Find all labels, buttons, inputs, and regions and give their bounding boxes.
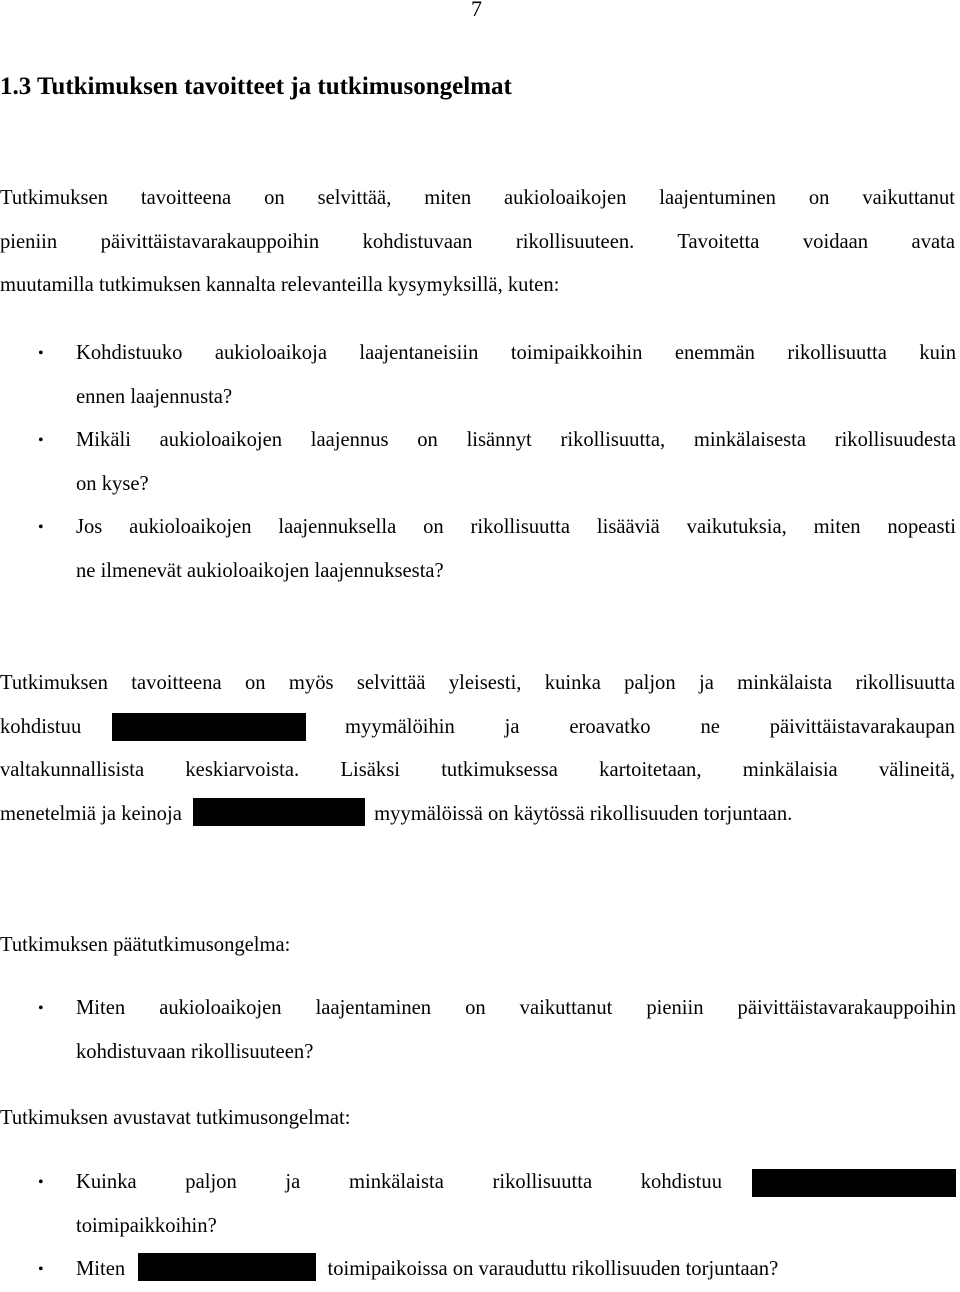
question-3-line-1: Jos aukioloaikojen laajennuksella on rikollisuutta lisääviä vaikutuksia, miten nopeasti xyxy=(76,516,956,538)
redaction-bar xyxy=(112,713,306,741)
list-item xyxy=(0,419,956,506)
redaction-bar xyxy=(752,1169,956,1197)
bullet-icon: • xyxy=(38,432,44,449)
goals-line-2-end: myymälöihin ja eroavatko ne päivittäistavarakaupan xyxy=(345,715,955,738)
list-item xyxy=(0,1248,956,1292)
page-number: 7 xyxy=(471,0,482,21)
bullet-icon: • xyxy=(38,1174,44,1191)
intro-line-1: Tutkimuksen tavoitteena on selvittää, miten aukioloaikojen laajentuminen on vaikuttanut xyxy=(0,187,955,209)
list-item xyxy=(0,987,956,1074)
bullet-icon: • xyxy=(38,1261,44,1278)
goals-line-4 xyxy=(0,793,955,837)
goals-line-4-end: myymälöissä on käytössä rikollisuuden torjuntaan. xyxy=(374,802,793,825)
main-problem-label: Tutkimuksen päätutkimusongelma: xyxy=(0,934,291,956)
sub-problem-1-line-2: toimipaikkoihin? xyxy=(76,1214,217,1237)
sub-problem-2-line-1 xyxy=(76,1248,956,1292)
question-1-line-2: ennen laajennusta? xyxy=(76,385,233,408)
question-1-line-1: Kohdistuuko aukioloaikoja laajentaneisiin toimipaikkoihin enemmän rikollisuutta kuin xyxy=(76,342,956,364)
sub-problems-label: Tutkimuksen avustavat tutkimusongelmat: xyxy=(0,1107,351,1129)
main-problem-line-2: kohdistuvaan rikollisuuteen? xyxy=(76,1040,314,1063)
goals-line-2-start: kohdistuu xyxy=(0,715,82,738)
intro-line-2: pieniin päivittäistavarakauppoihin kohdistuvaan rikollisuuteen. Tavoitetta voidaan avata xyxy=(0,230,955,253)
bullet-icon: • xyxy=(38,519,44,536)
question-3-line-2: ne ilmenevät aukioloaikojen laajennuksesta? xyxy=(76,559,444,582)
sub-problem-2-end: toimipaikoissa on varauduttu rikollisuuden torjuntaan? xyxy=(327,1258,779,1280)
questions-list xyxy=(0,332,956,593)
redaction-bar xyxy=(138,1253,316,1281)
bullet-icon: • xyxy=(38,345,44,362)
sub-problems-list xyxy=(0,1161,956,1292)
sub-problem-1-line-1 xyxy=(76,1161,956,1205)
goals-paragraph xyxy=(0,662,955,836)
sub-problem-2-start: Miten xyxy=(76,1258,126,1280)
main-problem-list xyxy=(0,987,956,1074)
bullet-icon: • xyxy=(38,1000,44,1017)
list-item xyxy=(0,332,956,419)
main-problem-line-1: Miten aukioloaikojen laajentaminen on vaikuttanut pieniin päivittäistavarakauppoihin xyxy=(76,997,956,1019)
goals-line-1: Tutkimuksen tavoitteena on myös selvittää yleisesti, kuinka paljon ja minkälaista rikollisuutta xyxy=(0,672,955,694)
intro-paragraph xyxy=(0,177,955,308)
section-heading: 1.3 Tutkimuksen tavoitteet ja tutkimusongelmat xyxy=(0,73,512,100)
goals-line-2 xyxy=(0,706,955,750)
question-2-line-1: Mikäli aukioloaikojen laajennus on lisännyt rikollisuutta, minkälaisesta rikollisuudesta xyxy=(76,429,956,451)
redaction-bar xyxy=(193,798,365,826)
intro-line-3: muutamilla tutkimuksen kannalta relevanteilla kysymyksillä, kuten: xyxy=(0,274,560,296)
question-2-line-2: on kyse? xyxy=(76,472,149,495)
list-item xyxy=(0,1161,956,1248)
list-item xyxy=(0,506,956,593)
sub-problem-1-text: Kuinka paljon ja minkälaista rikollisuutta kohdistuu xyxy=(76,1171,722,1193)
goals-line-3: valtakunnallisista keskiarvoista. Lisäksi tutkimuksessa kartoitetaan, minkälaisia välineitä, xyxy=(0,759,955,781)
goals-line-4-start: menetelmiä ja keinoja xyxy=(0,802,182,825)
